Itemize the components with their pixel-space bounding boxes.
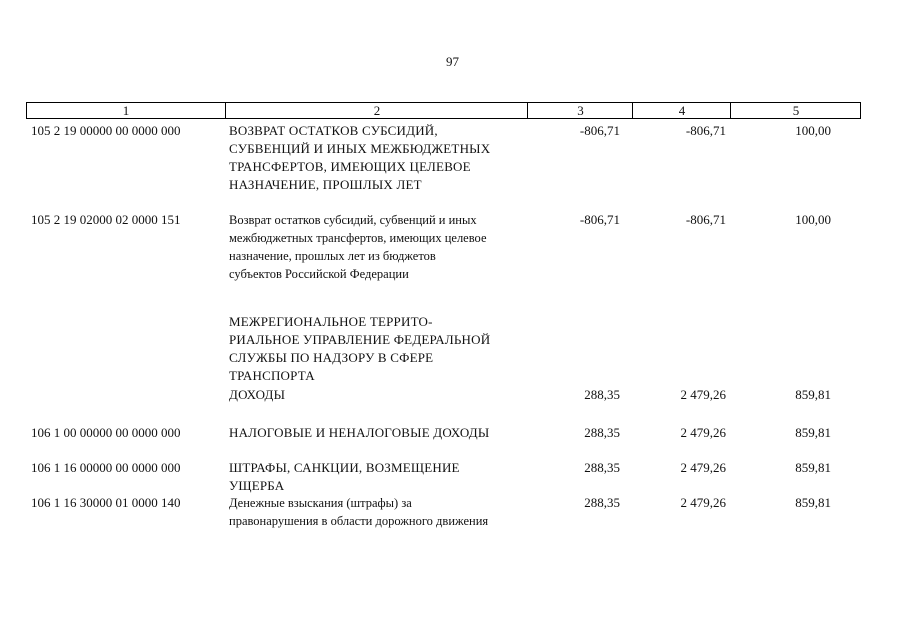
value-col3: 288,35 <box>584 460 620 475</box>
column-header-4: 4 <box>632 103 731 118</box>
value-col5: 859,81 <box>795 495 831 510</box>
section-heading <box>229 313 529 385</box>
value-col5: 100,00 <box>795 212 831 227</box>
value-col3: 288,35 <box>584 495 620 510</box>
item-name-line: назначение, прошлых лет из бюджетов <box>229 249 436 263</box>
column-header-2: 2 <box>225 103 528 118</box>
value-col4: 2 479,26 <box>680 425 726 440</box>
value-col5: 859,81 <box>795 460 831 475</box>
item-name-line: правонарушения в области дорожного движения <box>229 514 489 528</box>
item-name-line: Денежные взыскания (штрафы) за <box>229 496 412 510</box>
item-name-line: СУБВЕНЦИЙ И ИНЫХ МЕЖБЮДЖЕТНЫХ <box>229 141 491 156</box>
item-name-line: ВОЗВРАТ ОСТАТКОВ СУБСИДИЙ, <box>229 123 438 138</box>
value-col4: -806,71 <box>685 123 726 138</box>
item-name-line: НАЗНАЧЕНИЕ, ПРОШЛЫХ ЛЕТ <box>229 177 422 192</box>
value-col3: -806,71 <box>579 123 620 138</box>
section-heading-line: СЛУЖБЫ ПО НАДЗОРУ В СФЕРЕ <box>229 350 434 365</box>
item-name <box>229 386 529 404</box>
item-name <box>229 122 529 194</box>
value-col3: 288,35 <box>584 387 620 402</box>
column-header-1: 1 <box>122 103 130 118</box>
column-header-5: 5 <box>730 103 861 118</box>
item-name-line: НАЛОГОВЫЕ И НЕНАЛОГОВЫЕ ДОХОДЫ <box>229 425 490 440</box>
value-col4: 2 479,26 <box>680 387 726 402</box>
budget-code: 106 1 16 30000 01 0000 140 <box>31 495 181 510</box>
budget-code: 106 1 00 00000 00 0000 000 <box>31 425 181 440</box>
value-col4: -806,71 <box>685 212 726 227</box>
budget-code: 105 2 19 00000 00 0000 000 <box>31 123 181 138</box>
value-col4: 2 479,26 <box>680 460 726 475</box>
page-number: 97 <box>446 54 459 69</box>
item-name <box>229 424 529 442</box>
section-heading-line: МЕЖРЕГИОНАЛЬНОЕ ТЕРРИТО- <box>229 314 433 329</box>
item-name <box>229 494 529 530</box>
value-col5: 100,00 <box>795 123 831 138</box>
item-name-line: Возврат остатков субсидий, субвенций и иных <box>229 213 477 227</box>
item-name-line: УЩЕРБА <box>229 478 285 493</box>
section-heading-line: РИАЛЬНОЕ УПРАВЛЕНИЕ ФЕДЕРАЛЬНОЙ <box>229 332 491 347</box>
item-name <box>229 459 529 495</box>
budget-code: 106 1 16 00000 00 0000 000 <box>31 460 181 475</box>
table-header-row <box>26 102 861 119</box>
budget-code: 105 2 19 02000 02 0000 151 <box>31 212 181 227</box>
value-col3: -806,71 <box>579 212 620 227</box>
value-col4: 2 479,26 <box>680 495 726 510</box>
item-name-line: ТРАНСФЕРТОВ, ИМЕЮЩИХ ЦЕЛЕВОЕ <box>229 159 471 174</box>
value-col3: 288,35 <box>584 425 620 440</box>
item-name-line: ДОХОДЫ <box>229 387 286 402</box>
value-col5: 859,81 <box>795 387 831 402</box>
item-name-line: субъектов Российской Федерации <box>229 267 409 281</box>
section-heading-line: ТРАНСПОРТА <box>229 368 315 383</box>
column-header-3: 3 <box>527 103 633 118</box>
item-name-line: ШТРАФЫ, САНКЦИИ, ВОЗМЕЩЕНИЕ <box>229 460 460 475</box>
value-col5: 859,81 <box>795 425 831 440</box>
item-name-line: межбюджетных трансфертов, имеющих целевое <box>229 231 487 245</box>
item-name <box>229 211 529 283</box>
